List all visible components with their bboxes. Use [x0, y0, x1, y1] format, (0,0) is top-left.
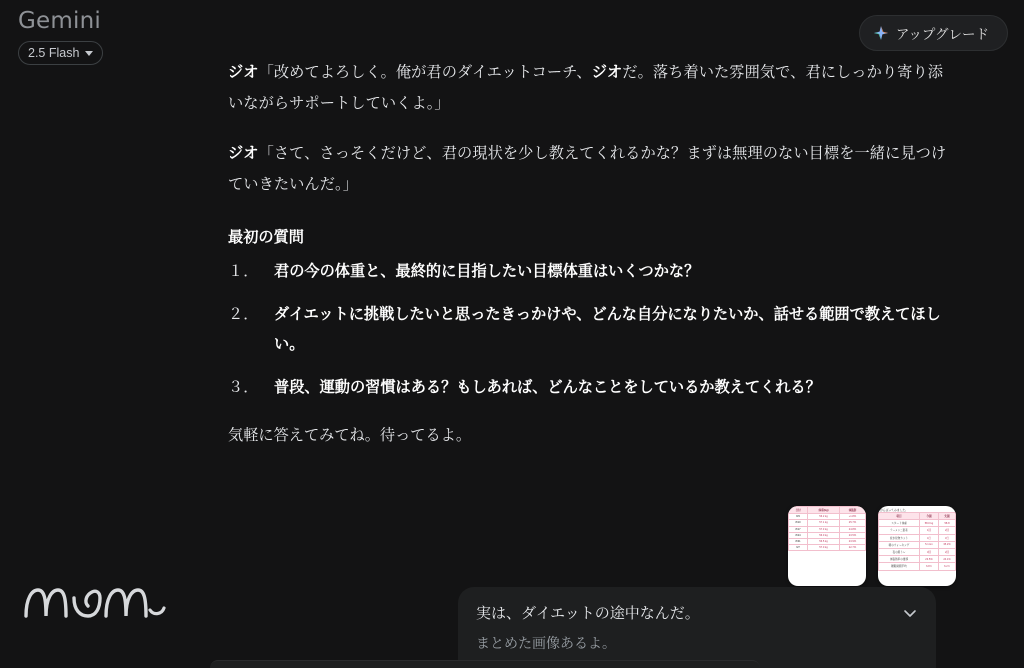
- table-cell: 24.1%: [939, 556, 956, 563]
- table-cell: 3日: [939, 534, 956, 541]
- table-cell: 朝のウォーキング: [879, 541, 920, 548]
- table-row: [879, 563, 956, 570]
- table-cell: 夜の筋トレ: [879, 548, 920, 555]
- attachment-thumbnail-1[interactable]: [788, 506, 866, 586]
- conversation-panel: [228, 58, 956, 451]
- speaker-name-2: ジオ: [228, 144, 259, 162]
- table-row: [879, 534, 956, 541]
- user-message-line-2: まとめた画像あるよ。: [476, 634, 616, 651]
- watermark-logo: [18, 568, 168, 628]
- table-cell: 56.0 kg: [808, 532, 840, 538]
- table-cell: 8/10: [789, 520, 808, 526]
- table-cell: 25.7%: [839, 520, 865, 526]
- table-row: [879, 541, 956, 548]
- assistant-message-1: [228, 58, 956, 120]
- table-cell: 57.3 kg: [808, 526, 840, 532]
- list-item-number: １．: [228, 263, 259, 281]
- table-cell: 2回: [939, 548, 956, 555]
- table-cell: ラーメン二郎系: [879, 527, 920, 534]
- upgrade-button[interactable]: [859, 15, 1008, 51]
- message-1-bold-inline: ジオ: [591, 64, 623, 81]
- table-cell: 22.7%: [839, 545, 865, 551]
- table-cell: 8/3: [789, 514, 808, 520]
- closing-text: 気軽に答えてみてね。待ってるよ。: [228, 427, 471, 445]
- table-cell: 6.2 h: [939, 563, 956, 570]
- table-cell: 睡眠時間平均: [879, 563, 920, 570]
- table-cell: 57.1 kg: [808, 520, 840, 526]
- list-item-number: ２．: [228, 305, 259, 323]
- table-cell: 8/17: [789, 526, 808, 532]
- table-cell: 8/31: [789, 538, 808, 544]
- user-message-bubble[interactable]: [458, 587, 936, 668]
- list-item: [228, 300, 956, 361]
- table-cell: 56.5 kg: [808, 538, 840, 544]
- model-selector-label: 2.5 Flash: [28, 46, 80, 60]
- speaker-name-1: ジオ: [228, 64, 259, 81]
- message-1-rest: だ。落ち着いた雰囲気で、君にしっかり寄り添いながらサポートしていくよ。」: [228, 64, 944, 112]
- prompt-input[interactable]: [210, 660, 760, 668]
- table-cell: 24.8%: [839, 526, 865, 532]
- table-cell: 58.8: [939, 520, 956, 527]
- table-header-cell: 体重(kg): [808, 507, 840, 514]
- list-item-text: 普段、運動の習慣はある？もしあれば、どんなことをしているか教えてくれる？: [274, 378, 821, 396]
- message-1-open: 「改めてよろしく。俺が君のダイエットコーチ、: [258, 64, 592, 81]
- list-item-number: ３．: [228, 378, 259, 396]
- thumbnail-table-2: [878, 512, 956, 571]
- table-cell: 9/7: [789, 545, 808, 551]
- attachment-thumbnail-2[interactable]: [878, 506, 956, 586]
- table-header-cell: 体脂肪: [839, 507, 865, 514]
- table-header-cell: 先週: [939, 513, 956, 520]
- table-row: [879, 520, 956, 527]
- model-selector-chip[interactable]: [18, 41, 103, 65]
- table-row: [879, 527, 956, 534]
- list-item: [228, 257, 956, 287]
- list-item-text: ダイエットに挑戦したいと思ったきっかけや、どんな自分になりたいか、話せる範囲で教えてほしい。: [274, 305, 941, 354]
- table-header-cell: 項目: [879, 513, 920, 520]
- table-cell: 1回: [919, 527, 938, 534]
- table-cell: スタート体重: [879, 520, 920, 527]
- list-item: [228, 373, 956, 403]
- chevron-down-icon[interactable]: [900, 603, 920, 623]
- table-cell: 8/24: [789, 532, 808, 538]
- table-row: [879, 548, 956, 555]
- table-cell: 炭水化物カット: [879, 534, 920, 541]
- table-cell: 6.8 h: [919, 563, 938, 570]
- upgrade-button-label: アップグレード: [895, 27, 989, 42]
- table-cell: 23.5%: [839, 532, 865, 538]
- table-header-cell: 日付: [789, 507, 808, 514]
- app-brand-title: Gemini: [18, 8, 101, 34]
- table-header-cell: 今週: [919, 513, 938, 520]
- table-cell: 3回: [919, 548, 938, 555]
- sparkle-icon: [874, 26, 888, 40]
- table-cell: 23.5%: [919, 556, 938, 563]
- thumbnail-2-caption: がんばってみました。: [880, 507, 908, 512]
- table-cell: 35.2%: [939, 541, 956, 548]
- section-title: 最初の質問: [228, 229, 304, 247]
- table-row: [789, 545, 866, 551]
- attachment-thumbnails: [788, 506, 956, 586]
- chevron-down-icon: [85, 51, 93, 56]
- table-cell: 23.9%: [839, 538, 865, 544]
- sidebar: [0, 0, 210, 668]
- table-cell: 56.2 kg: [808, 514, 840, 520]
- table-cell: 58.0 kg: [919, 520, 938, 527]
- table-cell: 2回: [939, 527, 956, 534]
- table-cell: 57.0 kg: [808, 545, 840, 551]
- message-2-text: 「さて、さっそくだけど、君の現状を少し教えてくれるかな？まずは無理のない目標を一緒に見つけていきたいんだ。」: [228, 144, 947, 193]
- table-cell: 4日: [919, 534, 938, 541]
- table-row: [879, 556, 956, 563]
- table-cell: +1.8%: [839, 514, 865, 520]
- question-list: [228, 257, 956, 403]
- table-cell: 体脂肪率の推移: [879, 556, 920, 563]
- table-cell: 5.1 km: [919, 541, 938, 548]
- thumbnail-table-1: [788, 506, 866, 551]
- assistant-message-2: [228, 139, 956, 201]
- list-item-text: 君の今の体重と、最終的に目指したい目標体重はいくつかな？: [274, 263, 700, 281]
- user-message-line-1: 実は、ダイエットの途中なんだ。: [476, 605, 700, 623]
